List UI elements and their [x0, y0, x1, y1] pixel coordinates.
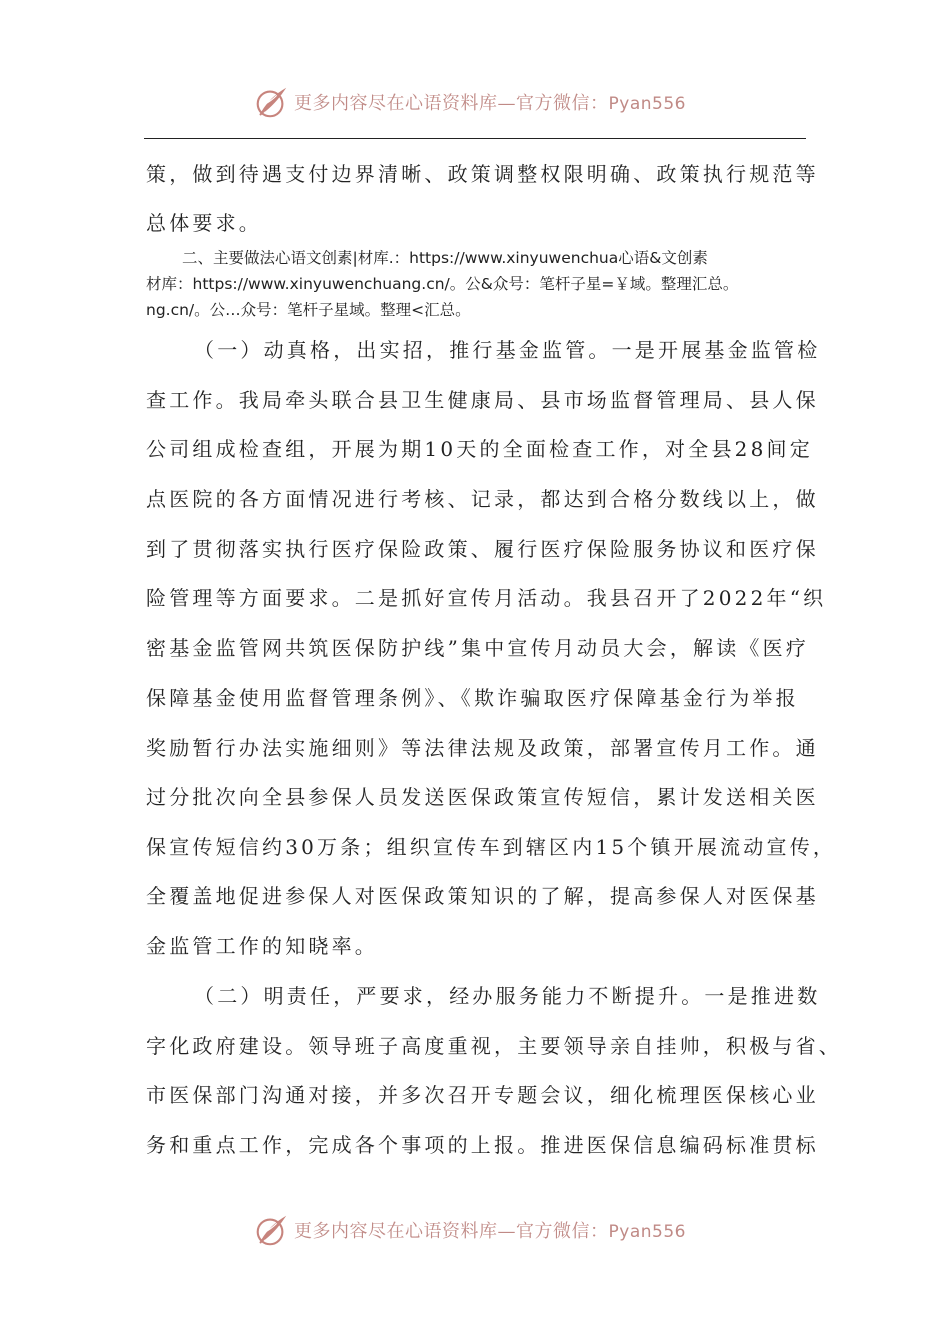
text-line: 公司组成检查组，开展为期10天的全面检查工作，对全县28间定: [146, 437, 813, 461]
text-line: 查工作。我局牵头联合县卫生健康局、县市场监督管理局、县人保: [146, 388, 819, 412]
text-line: 密基金监管网共筑医保防护线”集中宣传月动员大会，解读《医疗: [146, 636, 810, 660]
header-banner-text: [294, 89, 686, 115]
text-line: 全覆盖地促进参保人对医保政策知识的了解，提高参保人对医保基: [146, 884, 819, 908]
footer-banner-main: 更多内容尽在心语资料库—官方微信：: [294, 1221, 609, 1242]
watermark-text-line: ng.cn/。公…众号：笔杆子星域。整理<汇总。: [146, 301, 471, 319]
text-line: 金监管工作的知晓率。: [146, 934, 378, 958]
text-line: 保障基金使用监督管理条例》、《欺诈骗取医疗保障基金行为举报: [146, 686, 799, 710]
footer-banner-text: [294, 1217, 686, 1243]
text-line: 奖励暂行办法实施细则》等法律法规及政策，部署宣传月工作。通: [146, 736, 819, 760]
text-line: 过分批次向全县参保人员发送医保政策宣传短信，累计发送相关医: [146, 785, 819, 809]
quill-pen-logo-icon: [252, 83, 290, 121]
text-line: 策，做到待遇支付边界清晰、政策调整权限明确、政策执行规范等: [146, 162, 819, 186]
header-banner: [0, 82, 950, 122]
section-heading-line: 二、主要做法心语文创素|材库.：https://www.xinyuwenchua心语&文创素: [182, 249, 708, 267]
paragraph-start-line: （一）动真格，出实招，推行基金监管。一是开展基金监管检: [194, 338, 821, 362]
text-line: 保宣传短信约30万条；组织宣传车到辖区内15个镇开展流动宣传，: [146, 835, 837, 859]
quill-pen-logo-icon: [252, 1211, 290, 1249]
text-line: 务和重点工作，完成各个事项的上报。推进医保信息编码标准贯标: [146, 1133, 819, 1157]
header-divider: [144, 138, 806, 139]
paragraph-start-line: （二）明责任，严要求，经办服务能力不断提升。一是推进数: [194, 984, 821, 1008]
header-banner-main: 更多内容尽在心语资料库—官方微信：: [294, 93, 609, 114]
text-line: 市医保部门沟通对接，并多次召开专题会议，细化梳理医保核心业: [146, 1083, 819, 1107]
text-line: 字化政府建设。领导班子高度重视，主要领导亲自挂帅，积极与省、: [146, 1034, 842, 1058]
text-line: 总体要求。: [146, 211, 262, 235]
text-line: 点医院的各方面情况进行考核、记录，都达到合格分数线以上，做: [146, 487, 819, 511]
footer-banner: [0, 1210, 950, 1250]
text-line: 险管理等方面要求。二是抓好宣传月活动。我县召开了2022年“织: [146, 586, 827, 610]
watermark-text-line: 材库：https://www.xinyuwenchuang.cn/。公&众号：笔杆子星=￥域。整理汇总。: [146, 275, 739, 293]
text-line: 到了贯彻落实执行医疗保险政策、履行医疗保险服务协议和医疗保: [146, 537, 819, 561]
footer-wechat-id: Pyan556: [608, 1222, 686, 1242]
header-wechat-id: Pyan556: [608, 94, 686, 114]
